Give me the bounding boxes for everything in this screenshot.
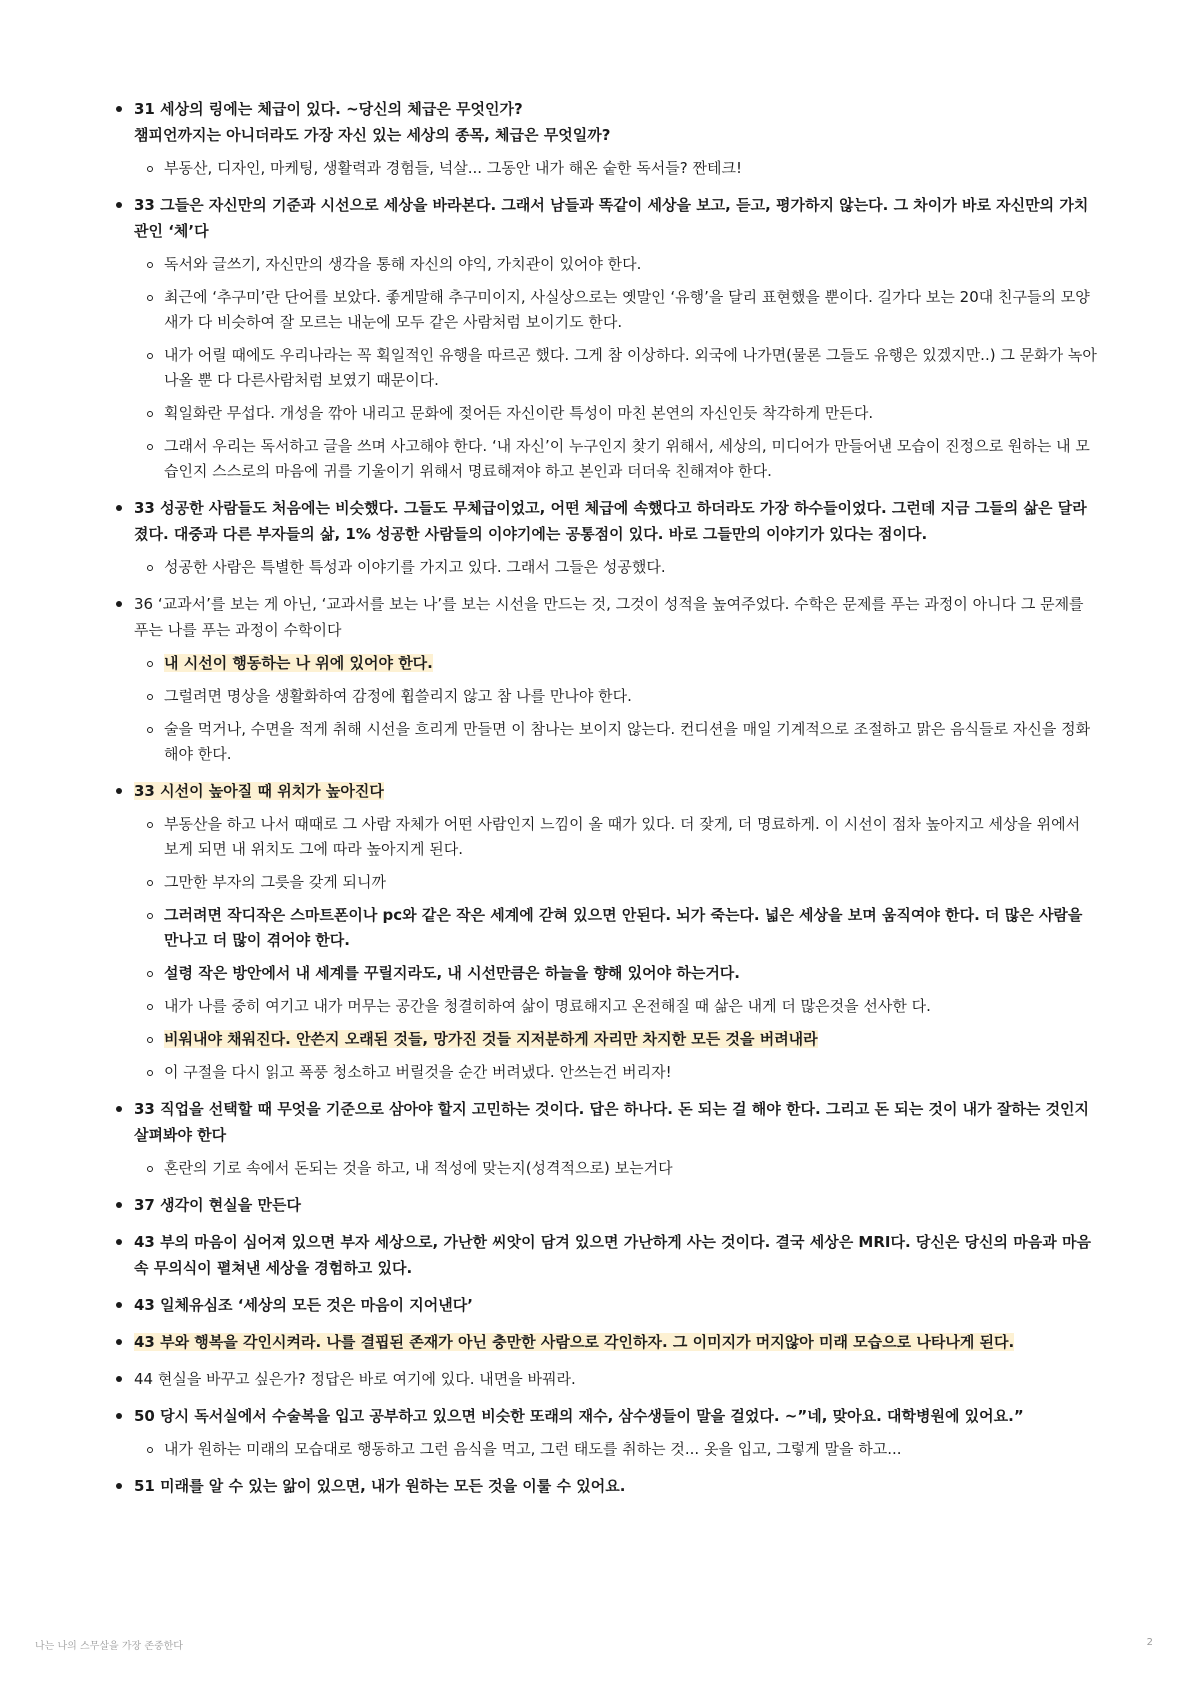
highlighted-item-text: 33 시선이 높아질 때 위치가 높아진다 — [134, 782, 384, 800]
sub-list — [134, 812, 1098, 1085]
sub-item-text: 성공한 사람은 특별한 특성과 이야기를 가지고 있다. 그래서 그들은 성공했다. — [164, 558, 666, 576]
highlighted-item-text: 43 부와 행복을 각인시켜라. 나를 결핍된 존재가 아닌 충만한 사람으로 각인하자. 그 이미지가 머지않아 미래 모습으로 나타나게 된다. — [134, 1333, 1015, 1351]
sub-item — [134, 285, 1098, 335]
sub-item-text: 독서와 글쓰기, 자신만의 생각을 통해 자신의 야익, 가치관이 있어야 한다. — [164, 255, 642, 273]
sub-item-text: 내가 어릴 때에도 우리나라는 꼭 획일적인 유행을 따르곤 했다. 그게 참 이상하다. 외국에 나가면(물론 그들도 유행은 있겠지만..) 그 문화가 녹아나올 뿐 다 다른사람처럼 보였기 때문이다. — [164, 346, 1097, 389]
list-item — [118, 1229, 1098, 1281]
sub-item — [134, 812, 1098, 862]
list-item — [118, 1292, 1098, 1318]
sub-item-text: 내가 나를 중히 여기고 내가 머무는 공간을 청결히하여 삶이 명료해지고 온전해질 때 삶은 내게 더 많은것을 선사한 다. — [164, 997, 931, 1015]
sub-item-text: 그러려면 작디작은 스마트폰이나 pc와 같은 작은 세계에 갇혀 있으면 안된다. 뇌가 죽는다. 넓은 세상을 보며 움직여야 한다. 더 많은 사람을 만나고 더 많이 겪어야 한다. — [164, 906, 1083, 949]
sub-item — [134, 1027, 1098, 1052]
list-item — [118, 1366, 1098, 1392]
sub-item — [134, 651, 1098, 676]
sub-item — [134, 252, 1098, 277]
sub-list — [134, 651, 1098, 767]
sub-item — [134, 555, 1098, 580]
page-number: 2 — [1146, 1637, 1153, 1648]
list-item — [118, 778, 1098, 1085]
sub-item — [134, 870, 1098, 895]
sub-item-text: 설령 작은 방안에서 내 세계를 꾸릴지라도, 내 시선만큼은 하늘을 향해 있어야 하는거다. — [164, 964, 740, 982]
sub-list — [134, 252, 1098, 484]
list-item — [118, 96, 1098, 181]
sub-item — [134, 434, 1098, 484]
sub-item — [134, 961, 1098, 986]
sub-item-text: 그럴려면 명상을 생활화하여 감정에 휩쓸리지 않고 참 나를 만나야 한다. — [164, 687, 632, 705]
highlighted-sub-item-text: 내 시선이 행동하는 나 위에 있어야 한다. — [164, 654, 433, 672]
sub-item — [134, 994, 1098, 1019]
sub-item — [134, 343, 1098, 393]
sub-item-text: 최근에 ‘추구미’란 단어를 보았다. 좋게말해 추구미이지, 사실상으로는 옛말인 ‘유행’을 달리 표현했을 뿐이다. 길가다 보는 20대 친구들의 모양새가 다 비슷하여 잘 모르는 내눈에 모두 같은 사람처럼 보이기도 한다. — [164, 288, 1090, 331]
item-text: 33 직업을 선택할 때 무엇을 기준으로 삼아야 할지 고민하는 것이다. 답은 하나다. 돈 되는 걸 해야 한다. 그리고 돈 되는 것이 내가 잘하는 것인지 살펴봐야 한다 — [134, 1100, 1090, 1144]
list-item — [118, 1329, 1098, 1355]
item-text: 43 일체유심조 ‘세상의 모든 것은 마음이 지어낸다’ — [134, 1296, 473, 1314]
footer-title: 나는 나의 스무살을 가장 존중한다 — [35, 1641, 183, 1652]
sub-item-text: 혼란의 기로 속에서 돈되는 것을 하고, 내 적성에 맞는지(성격적으로) 보는거다 — [164, 1159, 673, 1177]
sub-item-text: 부동산을 하고 나서 때때로 그 사람 자체가 어떤 사람인지 느낌이 올 때가 있다. 더 잦게, 더 명료하게. 이 시선이 점차 높아지고 세상을 위에서 보게 되면 내 위치도 그에 따라 높아지게 된다. — [164, 815, 1081, 858]
sub-list — [134, 156, 1098, 181]
sub-item — [134, 684, 1098, 709]
highlighted-sub-item-text: 비워내야 채워진다. 안쓴지 오래된 것들, 망가진 것들 지저분하게 자리만 차지한 모든 것을 버려내라 — [164, 1030, 818, 1048]
item-text: 33 성공한 사람들도 처음에는 비슷했다. 그들도 무체급이었고, 어떤 체급에 속했다고 하더라도 가장 하수들이었다. 그런데 지금 그들의 삶은 달라졌다. 대중과 다른 부자들의 삶, 1% 성공한 사람들의 이야기에는 공통점이 있다. 바로 그들만의 이야기가 있다는 점이다. — [134, 499, 1087, 543]
sub-item-text: 내가 원하는 미래의 모습대로 행동하고 그런 음식을 먹고, 그런 태도를 취하는 것... 옷을 입고, 그렇게 말을 하고... — [164, 1440, 902, 1458]
list-item — [118, 192, 1098, 484]
list-item — [118, 1192, 1098, 1218]
sub-item-text: 그래서 우리는 독서하고 글을 쓰며 사고해야 한다. ‘내 자신’이 누구인지 찾기 위해서, 세상의, 미디어가 만들어낸 모습이 진정으로 원하는 내 모습인지 스스로의 마음에 귀를 기울이기 위해서 명료해져야 하고 본인과 더더욱 친해져야 한다. — [164, 437, 1090, 480]
sub-item-text: 술을 먹거나, 수면을 적게 취해 시선을 흐리게 만들면 이 참나는 보이지 않는다. 컨디션을 매일 기계적으로 조절하고 맑은 음식들로 자신을 정화해야 한다. — [164, 720, 1091, 763]
sub-item — [134, 903, 1098, 953]
list-item — [118, 1403, 1098, 1462]
sub-item — [134, 401, 1098, 426]
sub-item-text: 획일화란 무섭다. 개성을 깎아 내리고 문화에 젖어든 자신이란 특성이 마친 본연의 자신인듯 착각하게 만든다. — [164, 404, 874, 422]
item-text: 50 당시 독서실에서 수술복을 입고 공부하고 있으면 비슷한 또래의 재수, 삼수생들이 말을 걸었다. ~”네, 맞아요. 대학병원에 있어요.” — [134, 1407, 1024, 1425]
list-item — [118, 591, 1098, 767]
item-text: 31 세상의 링에는 체급이 있다. ~당신의 체급은 무엇인가? 챔피언까지는 아니더라도 가장 자신 있는 세상의 종목, 체급은 무엇일까? — [134, 100, 611, 144]
list-item — [118, 1096, 1098, 1181]
document-body — [118, 96, 1098, 1510]
sub-item-text: 부동산, 디자인, 마케팅, 생활력과 경험들, 넉살... 그동안 내가 해온 숱한 독서들? 짠테크! — [164, 159, 742, 177]
item-text: 51 미래를 알 수 있는 앎이 있으면, 내가 원하는 모든 것을 이룰 수 있어요. — [134, 1477, 626, 1495]
item-text: 43 부의 마음이 심어져 있으면 부자 세상으로, 가난한 씨앗이 담겨 있으면 가난하게 사는 것이다. 결국 세상은 MRI다. 당신은 당신의 마음과 마음속 무의식이 펼쳐낸 세상을 경험하고 있다. — [134, 1233, 1091, 1277]
sub-item — [134, 1156, 1098, 1181]
sub-item — [134, 1060, 1098, 1085]
sub-item — [134, 1437, 1098, 1462]
item-text: 37 생각이 현실을 만든다 — [134, 1196, 301, 1214]
list-item — [118, 495, 1098, 580]
sub-list — [134, 1437, 1098, 1462]
item-text: 44 현실을 바꾸고 싶은가? 정답은 바로 여기에 있다. 내면을 바꿔라. — [134, 1370, 576, 1388]
sub-list — [134, 1156, 1098, 1181]
bullet-list — [118, 96, 1098, 1499]
sub-item-text: 그만한 부자의 그릇을 갖게 되니까 — [164, 873, 386, 891]
item-text: 33 그들은 자신만의 기준과 시선으로 세상을 바라본다. 그래서 남들과 똑같이 세상을 보고, 듣고, 평가하지 않는다. 그 차이가 바로 자신만의 가치관인 ‘체’다 — [134, 196, 1089, 240]
list-item — [118, 1473, 1098, 1499]
sub-item — [134, 156, 1098, 181]
item-text: 36 ‘교과서’를 보는 게 아닌, ‘교과서를 보는 나’를 보는 시선을 만드는 것, 그것이 성적을 높여주었다. 수학은 문제를 푸는 과정이 아니다 그 문제를 푸는 나를 푸는 과정이 수학이다 — [134, 595, 1084, 639]
sub-list — [134, 555, 1098, 580]
sub-item — [134, 717, 1098, 767]
sub-item-text: 이 구절을 다시 읽고 폭풍 청소하고 버릴것을 순간 버려냈다. 안쓰는건 버리자! — [164, 1063, 672, 1081]
